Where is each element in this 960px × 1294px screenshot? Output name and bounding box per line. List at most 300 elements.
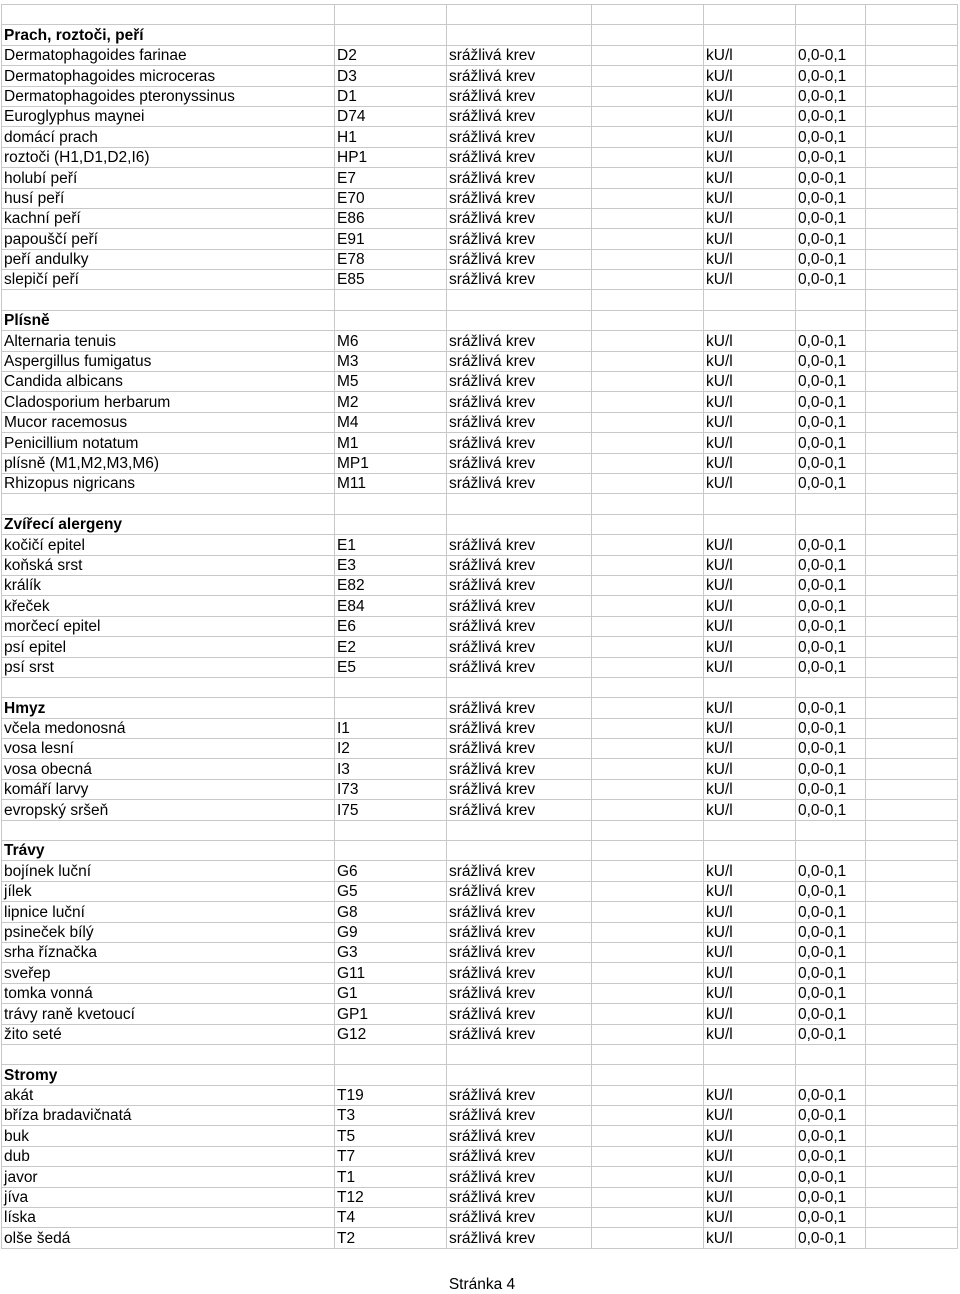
cell-spacer [592,637,704,657]
cell-name: kachní peří [2,208,335,228]
cell-tail [866,1024,958,1044]
cell-code: D74 [335,106,447,126]
cell-spacer [592,473,704,493]
cell-name: srha říznačka [2,942,335,962]
cell-unit: kU/l [704,535,796,555]
cell-range: 0,0-0,1 [796,1004,866,1024]
cell-range: 0,0-0,1 [796,351,866,371]
cell-tail [866,45,958,65]
cell-tail [866,820,958,840]
page-footer: Stránka 4 [448,1276,516,1293]
cell-sample: srážlivá krev [447,1106,592,1126]
cell-sample: srážlivá krev [447,106,592,126]
cell-sample [447,514,592,534]
cell-tail [866,1085,958,1105]
cell-code: G11 [335,963,447,983]
cell-sample [447,841,592,861]
cell-spacer [592,45,704,65]
cell-unit: kU/l [704,433,796,453]
cell-sample: srážlivá krev [447,351,592,371]
table-row [2,881,958,901]
cell-tail [866,412,958,432]
cell-name: buk [2,1126,335,1146]
cell-tail [866,902,958,922]
cell-spacer [592,208,704,228]
cell-tail [866,575,958,595]
cell-unit: kU/l [704,861,796,881]
cell-name: jíva [2,1187,335,1207]
cell-sample [447,25,592,45]
cell-spacer [592,677,704,697]
cell-sample: srážlivá krev [447,208,592,228]
cell-code [335,677,447,697]
cell-spacer [592,66,704,86]
cell-name: vosa obecná [2,759,335,779]
cell-name: Trávy [2,841,335,861]
cell-spacer [592,596,704,616]
cell-sample [447,290,592,310]
cell-sample: srážlivá krev [447,555,592,575]
cell-spacer [592,902,704,922]
cell-spacer [592,1187,704,1207]
cell-name: líska [2,1208,335,1228]
cell-code: G5 [335,881,447,901]
cell-sample: srážlivá krev [447,331,592,351]
table-row [2,433,958,453]
cell-tail [866,229,958,249]
cell-unit: kU/l [704,718,796,738]
cell-sample: srážlivá krev [447,86,592,106]
cell-code: E2 [335,637,447,657]
cell-tail [866,1004,958,1024]
cell-unit [704,820,796,840]
cell-unit [704,5,796,25]
section-header-row [2,514,958,534]
table-row [2,351,958,371]
cell-unit [704,514,796,534]
cell-range: 0,0-0,1 [796,1024,866,1044]
cell-code: M5 [335,372,447,392]
cell-sample: srážlivá krev [447,718,592,738]
cell-tail [866,535,958,555]
cell-sample: srážlivá krev [447,983,592,1003]
cell-spacer [592,25,704,45]
cell-sample: srážlivá krev [447,800,592,820]
cell-name: Rhizopus nigricans [2,473,335,493]
cell-code: E82 [335,575,447,595]
cell-code: T2 [335,1228,447,1248]
cell-unit [704,290,796,310]
cell-sample: srážlivá krev [447,392,592,412]
table-row [2,392,958,412]
cell-spacer [592,1126,704,1146]
cell-unit: kU/l [704,983,796,1003]
cell-unit: kU/l [704,45,796,65]
cell-range: 0,0-0,1 [796,1106,866,1126]
cell-sample: srážlivá krev [447,473,592,493]
cell-name: Dermatophagoides pteronyssinus [2,86,335,106]
blank-row [2,820,958,840]
cell-code: E85 [335,270,447,290]
cell-code: I2 [335,739,447,759]
cell-tail [866,963,958,983]
table-row [2,555,958,575]
cell-name: morčecí epitel [2,616,335,636]
cell-spacer [592,718,704,738]
cell-spacer [592,351,704,371]
cell-name: včela medonosná [2,718,335,738]
cell-sample: srážlivá krev [447,453,592,473]
table-row [2,453,958,473]
cell-sample [447,820,592,840]
cell-unit: kU/l [704,555,796,575]
cell-range: 0,0-0,1 [796,596,866,616]
cell-code: E1 [335,535,447,555]
cell-name: Candida albicans [2,372,335,392]
cell-range: 0,0-0,1 [796,535,866,555]
cell-spacer [592,1106,704,1126]
cell-code: E91 [335,229,447,249]
cell-range: 0,0-0,1 [796,657,866,677]
cell-tail [866,942,958,962]
cell-range: 0,0-0,1 [796,45,866,65]
cell-name: papouščí peří [2,229,335,249]
cell-code: MP1 [335,453,447,473]
table-row [2,861,958,881]
cell-unit: kU/l [704,1085,796,1105]
cell-name [2,677,335,697]
cell-code: T4 [335,1208,447,1228]
cell-tail [866,677,958,697]
cell-tail [866,698,958,718]
cell-range: 0,0-0,1 [796,433,866,453]
table-row [2,596,958,616]
cell-spacer [592,800,704,820]
cell-range [796,310,866,330]
table-row [2,616,958,636]
table-row [2,718,958,738]
cell-name: slepičí peří [2,270,335,290]
cell-name: Cladosporium herbarum [2,392,335,412]
cell-spacer [592,331,704,351]
cell-code: M3 [335,351,447,371]
cell-name: domácí prach [2,127,335,147]
blank-row [2,290,958,310]
cell-code: M11 [335,473,447,493]
cell-tail [866,1167,958,1187]
cell-code: E5 [335,657,447,677]
cell-unit: kU/l [704,942,796,962]
table-row [2,208,958,228]
table-row [2,759,958,779]
blank-row [2,494,958,514]
cell-range [796,25,866,45]
cell-spacer [592,759,704,779]
table-row [2,1208,958,1228]
blank-row [2,5,958,25]
cell-name: husí peří [2,188,335,208]
cell-spacer [592,881,704,901]
cell-range: 0,0-0,1 [796,637,866,657]
cell-unit: kU/l [704,657,796,677]
cell-range: 0,0-0,1 [796,392,866,412]
cell-unit: kU/l [704,249,796,269]
cell-tail [866,310,958,330]
cell-spacer [592,861,704,881]
cell-name: koňská srst [2,555,335,575]
cell-spacer [592,433,704,453]
cell-code: D2 [335,45,447,65]
cell-unit [704,494,796,514]
cell-sample: srážlivá krev [447,1167,592,1187]
table-row [2,127,958,147]
cell-unit: kU/l [704,351,796,371]
cell-name: Euroglyphus maynei [2,106,335,126]
cell-sample: srážlivá krev [447,1024,592,1044]
cell-code: M2 [335,392,447,412]
cell-range: 0,0-0,1 [796,127,866,147]
table-row [2,779,958,799]
cell-sample: srážlivá krev [447,861,592,881]
cell-sample [447,1044,592,1064]
cell-sample: srážlivá krev [447,575,592,595]
cell-tail [866,881,958,901]
table-row [2,1085,958,1105]
cell-spacer [592,820,704,840]
cell-sample: srážlivá krev [447,147,592,167]
table-row [2,270,958,290]
cell-sample: srážlivá krev [447,698,592,718]
cell-spacer [592,106,704,126]
cell-name: Hmyz [2,698,335,718]
cell-name [2,820,335,840]
cell-code: GP1 [335,1004,447,1024]
cell-spacer [592,1085,704,1105]
cell-range: 0,0-0,1 [796,372,866,392]
cell-spacer [592,657,704,677]
cell-unit [704,25,796,45]
cell-spacer [592,1024,704,1044]
cell-name: akát [2,1085,335,1105]
cell-unit: kU/l [704,66,796,86]
cell-spacer [592,555,704,575]
cell-name [2,290,335,310]
cell-tail [866,1146,958,1166]
cell-unit: kU/l [704,922,796,942]
cell-unit: kU/l [704,1004,796,1024]
cell-tail [866,127,958,147]
table-row [2,1146,958,1166]
cell-sample [447,1065,592,1085]
cell-range: 0,0-0,1 [796,188,866,208]
cell-sample: srážlivá krev [447,657,592,677]
cell-code: I3 [335,759,447,779]
cell-spacer [592,1004,704,1024]
cell-sample: srážlivá krev [447,902,592,922]
cell-tail [866,331,958,351]
cell-range: 0,0-0,1 [796,1146,866,1166]
cell-unit: kU/l [704,1106,796,1126]
cell-code: I1 [335,718,447,738]
cell-spacer [592,942,704,962]
cell-code: G9 [335,922,447,942]
table-row [2,983,958,1003]
cell-unit: kU/l [704,168,796,188]
cell-spacer [592,270,704,290]
cell-unit: kU/l [704,1024,796,1044]
cell-unit: kU/l [704,412,796,432]
cell-range [796,514,866,534]
cell-sample [447,5,592,25]
cell-range: 0,0-0,1 [796,800,866,820]
cell-unit: kU/l [704,473,796,493]
cell-tail [866,739,958,759]
table-row [2,106,958,126]
cell-spacer [592,290,704,310]
cell-spacer [592,188,704,208]
cell-name: sveřep [2,963,335,983]
cell-range: 0,0-0,1 [796,1187,866,1207]
cell-tail [866,453,958,473]
cell-sample: srážlivá krev [447,372,592,392]
cell-code: T5 [335,1126,447,1146]
cell-sample: srážlivá krev [447,45,592,65]
cell-tail [866,5,958,25]
table-row [2,1004,958,1024]
cell-sample: srážlivá krev [447,1004,592,1024]
cell-sample: srážlivá krev [447,759,592,779]
table-row [2,188,958,208]
cell-code [335,290,447,310]
cell-spacer [592,1065,704,1085]
cell-unit: kU/l [704,759,796,779]
cell-name: Aspergillus fumigatus [2,351,335,371]
cell-spacer [592,1208,704,1228]
cell-spacer [592,412,704,432]
cell-code [335,25,447,45]
cell-name: jílek [2,881,335,901]
cell-name: Alternaria tenuis [2,331,335,351]
cell-sample: srážlivá krev [447,1085,592,1105]
cell-code: I75 [335,800,447,820]
cell-range: 0,0-0,1 [796,779,866,799]
table-row [2,66,958,86]
cell-range: 0,0-0,1 [796,739,866,759]
cell-sample [447,310,592,330]
cell-sample: srážlivá krev [447,616,592,636]
cell-spacer [592,392,704,412]
cell-name: Stromy [2,1065,335,1085]
table-row [2,331,958,351]
cell-sample: srážlivá krev [447,1146,592,1166]
cell-spacer [592,575,704,595]
cell-spacer [592,453,704,473]
cell-sample: srážlivá krev [447,433,592,453]
cell-unit: kU/l [704,1126,796,1146]
cell-name: tomka vonná [2,983,335,1003]
cell-code [335,310,447,330]
cell-unit: kU/l [704,1146,796,1166]
cell-unit: kU/l [704,698,796,718]
cell-spacer [592,514,704,534]
cell-range: 0,0-0,1 [796,983,866,1003]
cell-tail [866,433,958,453]
cell-range: 0,0-0,1 [796,168,866,188]
cell-range: 0,0-0,1 [796,453,866,473]
cell-range: 0,0-0,1 [796,249,866,269]
cell-tail [866,1208,958,1228]
table-row [2,739,958,759]
cell-tail [866,208,958,228]
cell-range: 0,0-0,1 [796,331,866,351]
cell-tail [866,147,958,167]
cell-tail [866,1126,958,1146]
cell-sample: srážlivá krev [447,922,592,942]
cell-unit [704,310,796,330]
cell-range [796,820,866,840]
cell-code: G8 [335,902,447,922]
cell-name: Zvířecí alergeny [2,514,335,534]
cell-unit: kU/l [704,188,796,208]
cell-range: 0,0-0,1 [796,229,866,249]
cell-code: E3 [335,555,447,575]
cell-tail [866,555,958,575]
cell-range [796,677,866,697]
cell-code [335,494,447,514]
section-header-row [2,310,958,330]
cell-sample [447,494,592,514]
cell-tail [866,718,958,738]
cell-tail [866,657,958,677]
cell-range [796,290,866,310]
cell-name: trávy raně kvetoucí [2,1004,335,1024]
cell-unit: kU/l [704,637,796,657]
cell-name: kočičí epitel [2,535,335,555]
cell-spacer [592,983,704,1003]
allergen-table [1,4,958,1249]
cell-unit: kU/l [704,1167,796,1187]
cell-sample: srážlivá krev [447,739,592,759]
cell-name: psineček bílý [2,922,335,942]
cell-range [796,1065,866,1085]
cell-code [335,514,447,534]
cell-spacer [592,494,704,514]
cell-code [335,5,447,25]
cell-range: 0,0-0,1 [796,473,866,493]
cell-spacer [592,1146,704,1166]
cell-range: 0,0-0,1 [796,922,866,942]
cell-range: 0,0-0,1 [796,881,866,901]
cell-code: E7 [335,168,447,188]
cell-unit: kU/l [704,800,796,820]
cell-range: 0,0-0,1 [796,208,866,228]
cell-unit: kU/l [704,106,796,126]
table-row [2,1024,958,1044]
cell-range: 0,0-0,1 [796,1208,866,1228]
blank-row [2,1044,958,1064]
cell-range: 0,0-0,1 [796,963,866,983]
cell-unit: kU/l [704,331,796,351]
table-row [2,1126,958,1146]
cell-tail [866,372,958,392]
cell-name: roztoči (H1,D1,D2,I6) [2,147,335,167]
table-row [2,1187,958,1207]
cell-tail [866,759,958,779]
cell-range: 0,0-0,1 [796,412,866,432]
cell-tail [866,290,958,310]
cell-name: javor [2,1167,335,1187]
cell-name: Prach, roztoči, peří [2,25,335,45]
